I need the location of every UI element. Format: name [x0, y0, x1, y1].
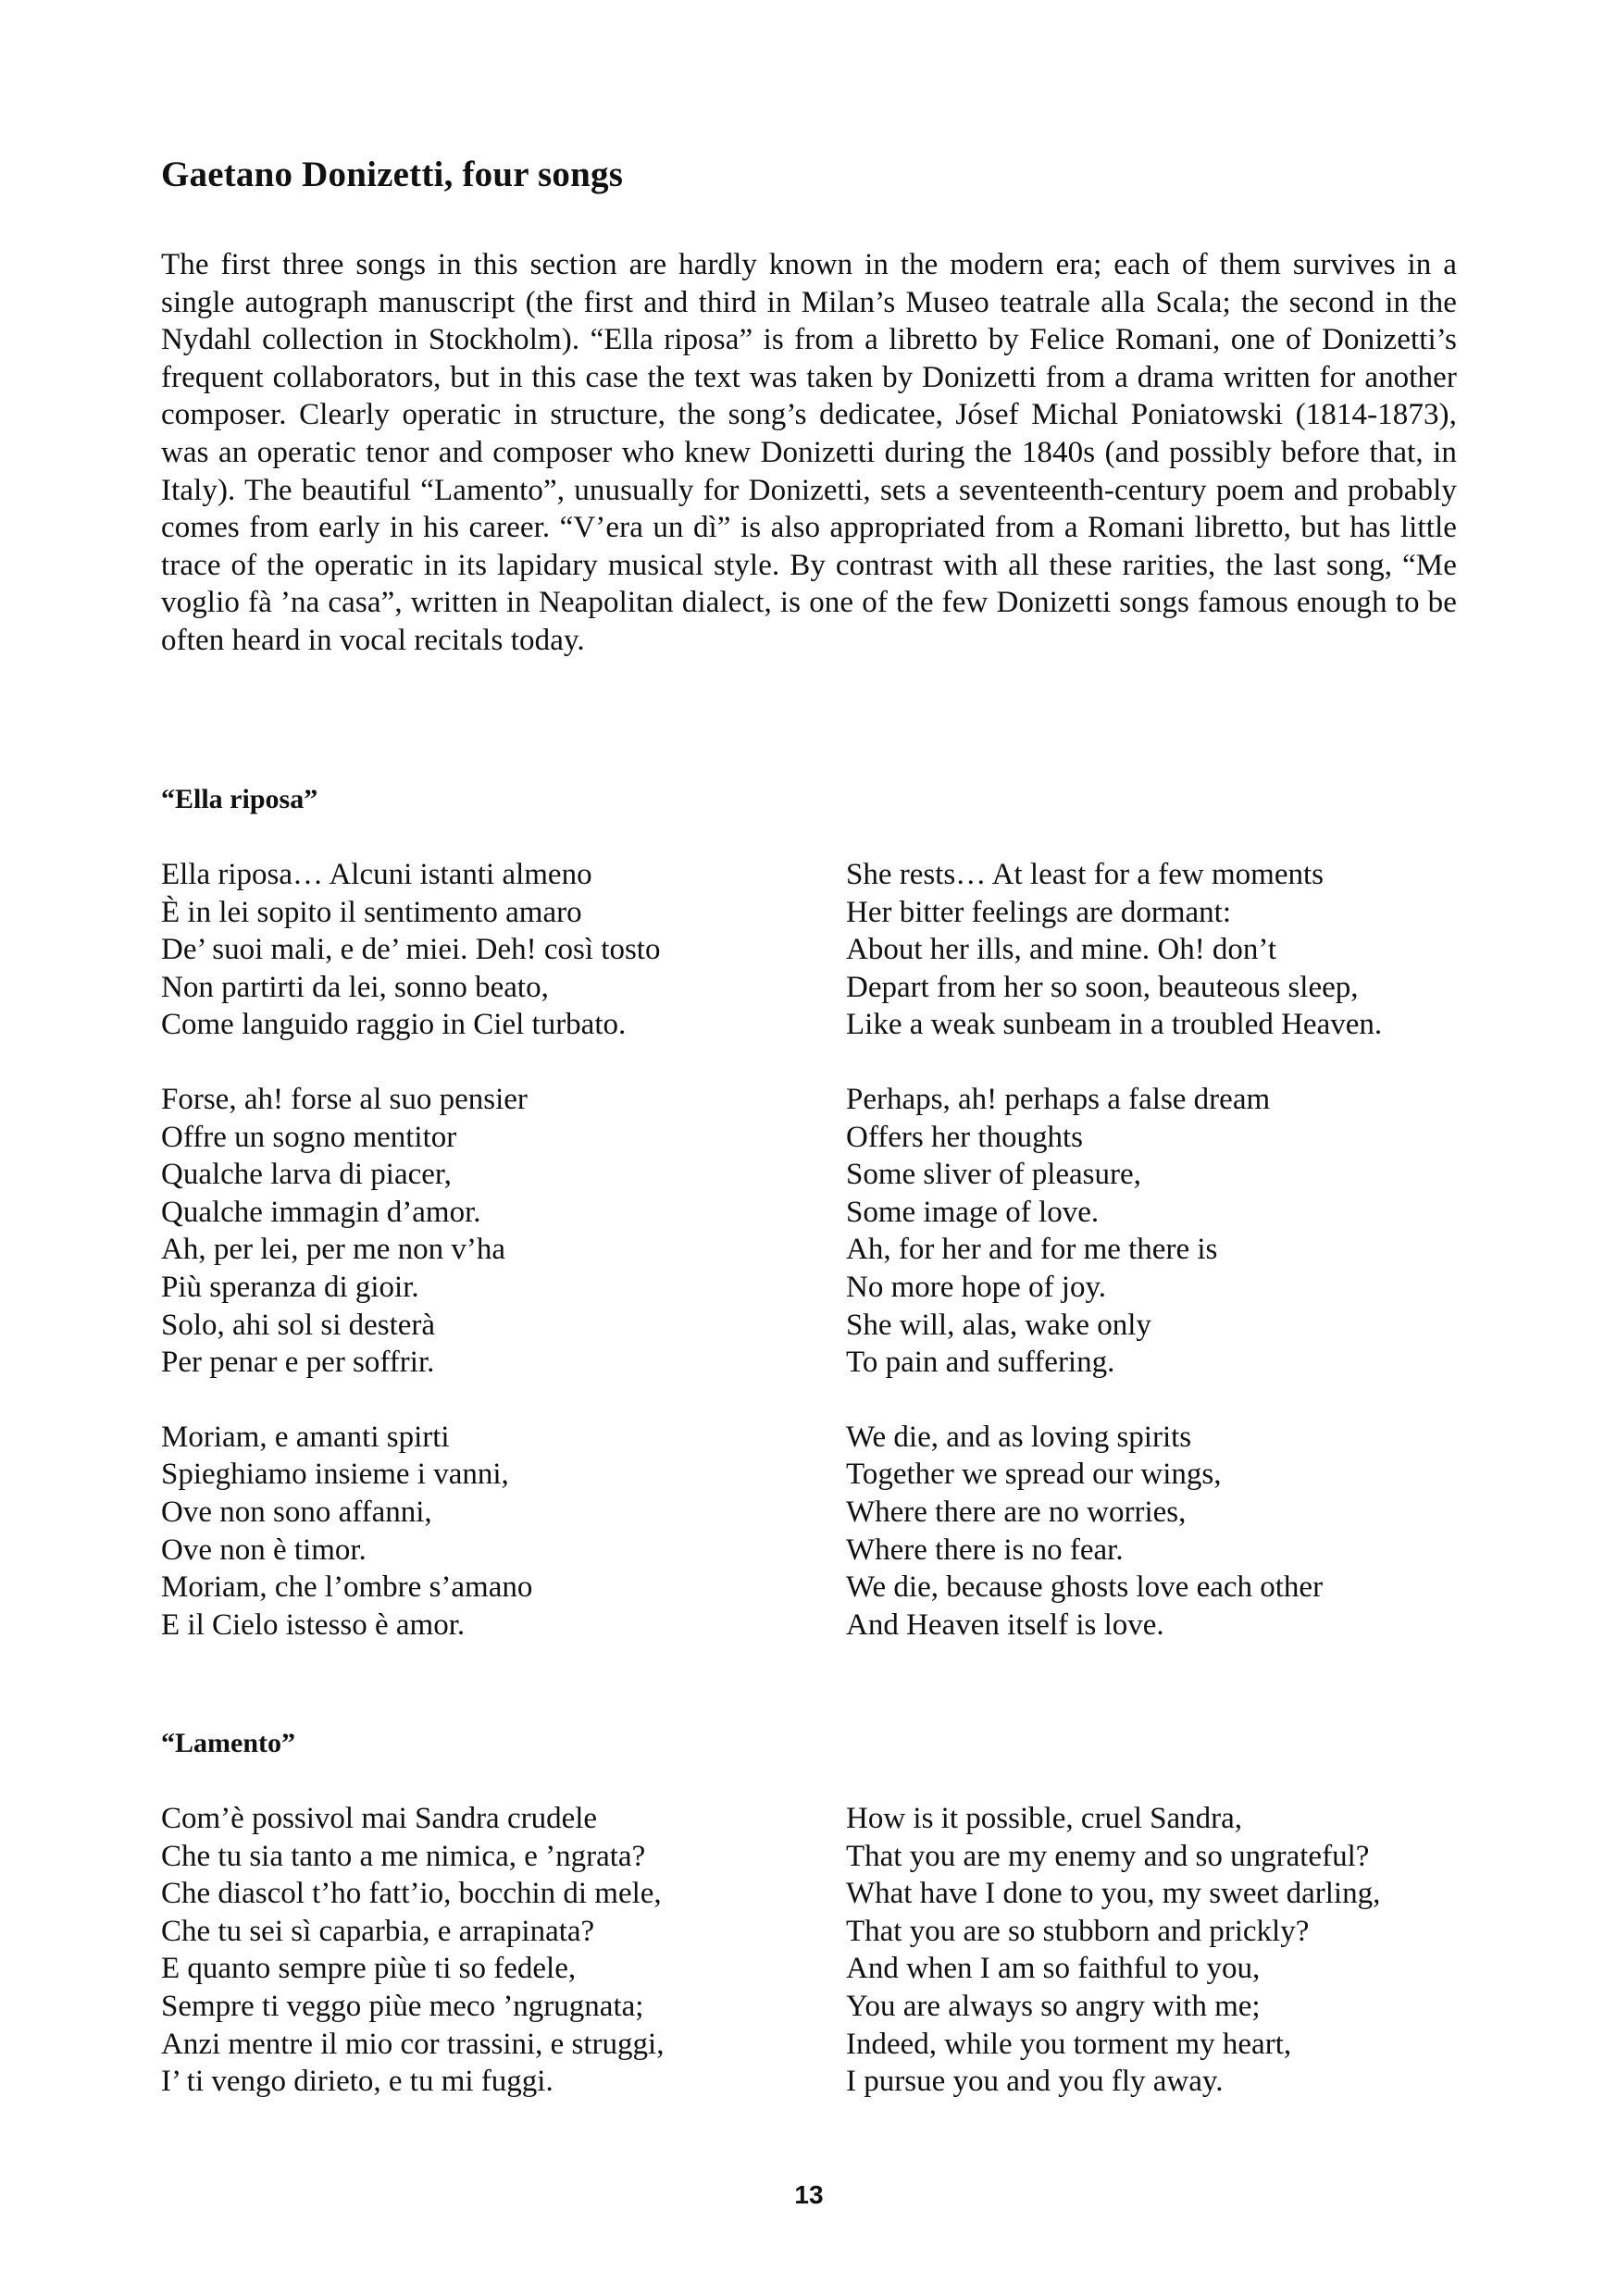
italian-verse-line: Che diascol t’ho fatt’io, bocchin di mele, [161, 1877, 662, 1911]
english-verse-line: Like a weak sunbeam in a troubled Heaven. [846, 1008, 1383, 1042]
italian-verse-line: I’ ti vengo dirieto, e tu mi fuggi. [161, 2065, 554, 2099]
italian-verse-line: Solo, ahi sol si desterà [161, 1308, 436, 1342]
english-verse-line: Together we spread our wings, [846, 1458, 1222, 1492]
english-verse-line: We die, and as loving spirits [846, 1420, 1192, 1454]
italian-verse-line: Per penar e per soffrir. [161, 1346, 435, 1380]
italian-verse-line: Qualche larva di piacer, [161, 1158, 452, 1192]
english-verse-line: That you are so stubborn and prickly? [846, 1914, 1310, 1948]
italian-verse-line: Non partirti da lei, sonno beato, [161, 970, 549, 1004]
italian-verse-line: Ove non sono affanni, [161, 1495, 432, 1529]
stanza [846, 856, 1494, 1044]
english-verse-line: You are always so angry with me; [846, 1989, 1261, 2023]
stanza [846, 1419, 1494, 1644]
english-verse-line: Some image of love. [846, 1195, 1100, 1229]
song-heading-ella-riposa: “Ella riposa” [161, 784, 318, 814]
italian-verse-line: De’ suoi mali, e de’ miei. Deh! così tosto [161, 933, 661, 967]
italian-verse-line: Come languido raggio in Ciel turbato. [161, 1008, 627, 1042]
stanza [161, 1081, 809, 1382]
english-verse-line: And Heaven itself is love. [846, 1607, 1164, 1642]
italian-verse-line: E il Cielo istesso è amor. [161, 1607, 466, 1642]
italian-verse-line: Sempre ti veggo piùe meco ’ngrugnata; [161, 1989, 644, 2023]
italian-text-ella-riposa [161, 856, 809, 1681]
italian-text-lamento [161, 1800, 809, 2138]
stanza [161, 856, 809, 1044]
italian-verse-line: Forse, ah! forse al suo pensier [161, 1082, 528, 1116]
song-heading-lamento: “Lamento” [161, 1728, 295, 1758]
english-verse-line: What have I done to you, my sweet darling, [846, 1877, 1381, 1911]
italian-verse-line: Più speranza di gioir. [161, 1270, 419, 1304]
italian-verse-line: Ah, per lei, per me non v’ha [161, 1233, 506, 1267]
english-verse-line: I pursue you and you fly away. [846, 2065, 1224, 2099]
english-verse-line: She rests… At least for a few moments [846, 858, 1324, 891]
italian-verse-line: Ove non è timor. [161, 1533, 367, 1567]
stanza [161, 1800, 809, 2101]
english-verse-line: Depart from her so soon, beauteous sleep, [846, 970, 1359, 1004]
document-page [161, 0, 1457, 2296]
stanza [846, 1800, 1494, 2101]
page-number: 13 [794, 2180, 824, 2209]
italian-verse-line: Com’è possivol mai Sandra crudele [161, 1802, 598, 1835]
english-verse-line: Where there is no fear. [846, 1533, 1124, 1567]
italian-verse-line: Moriam, che l’ombre s’amano [161, 1570, 533, 1605]
english-verse-line: To pain and suffering. [846, 1346, 1115, 1380]
english-verse-line: We die, because ghosts love each other [846, 1570, 1324, 1605]
stanza [846, 1081, 1494, 1382]
english-verse-line: And when I am so faithful to you, [846, 1952, 1261, 1986]
italian-verse-line: Anzi mentre il mio cor trassini, e struggi, [161, 2027, 665, 2061]
stanza [161, 1419, 809, 1644]
english-verse-line: Indeed, while you torment my heart, [846, 2027, 1292, 2061]
english-verse-line: Perhaps, ah! perhaps a false dream [846, 1082, 1271, 1116]
english-verse-line: Offers her thoughts [846, 1120, 1084, 1154]
english-verse-line: How is it possible, cruel Sandra, [846, 1802, 1243, 1835]
italian-verse-line: Spieghiamo insieme i vanni, [161, 1458, 509, 1492]
english-verse-line: Ah, for her and for me there is [846, 1233, 1218, 1267]
english-verse-line: Where there are no worries, [846, 1495, 1187, 1529]
english-verse-line: Some sliver of pleasure, [846, 1158, 1141, 1192]
page-title: Gaetano Donizetti, four songs [161, 155, 624, 194]
intro-paragraph: The first three songs in this section are hardly known in the modern era; each of them survives in a single autograph manuscript (the first and third in Milan’s Museo teatrale alla Scala; the second in the Nydahl collection in Stockholm). “Ella riposa” is from a libretto by Felice Romani, one of Donizetti’s frequent collaborators, but in this case the text was taken by Donizetti from a drama written for another composer. Clearly operatic in structure, the song’s dedicatee, Jósef Michal Poniatowski (1814-1873), was an operatic tenor and composer who knew Donizetti during the 1840s (and possibly before that, in Italy). The beautiful “Lamento”, unusually for Donizetti, sets a seventeenth-century poem and probably comes from early in his career. “V’era un dì” is also appropriated from a Romani libretto, but has little trace of the operatic in its lapidary musical style. By contrast with all these rarities, the last song, “Me voglio fà ’na casa”, written in Neapolitan dialect, is one of the few Donizetti songs famous enough to be often heard in vocal recitals today. [161, 248, 1457, 657]
italian-verse-line: Ella riposa… Alcuni istanti almeno [161, 858, 592, 891]
italian-verse-line: Moriam, e amanti spirti [161, 1420, 450, 1454]
english-verse-line: About her ills, and mine. Oh! don’t [846, 933, 1276, 967]
english-verse-line: That you are my enemy and so ungrateful? [846, 1839, 1370, 1873]
italian-verse-line: E quanto sempre piùe ti so fedele, [161, 1952, 577, 1986]
english-translation-ella-riposa [846, 856, 1494, 1681]
italian-verse-line: Qualche immagin d’amor. [161, 1195, 481, 1229]
english-verse-line: No more hope of joy. [846, 1270, 1107, 1304]
english-translation-lamento [846, 1800, 1494, 2138]
italian-verse-line: Offre un sogno mentitor [161, 1120, 457, 1154]
italian-verse-line: Che tu sia tanto a me nimica, e ’ngrata? [161, 1839, 646, 1873]
english-verse-line: Her bitter feelings are dormant: [846, 895, 1231, 929]
italian-verse-line: Che tu sei sì caparbia, e arrapinata? [161, 1914, 595, 1948]
english-verse-line: She will, alas, wake only [846, 1308, 1151, 1342]
italian-verse-line: È in lei sopito il sentimento amaro [161, 895, 582, 929]
